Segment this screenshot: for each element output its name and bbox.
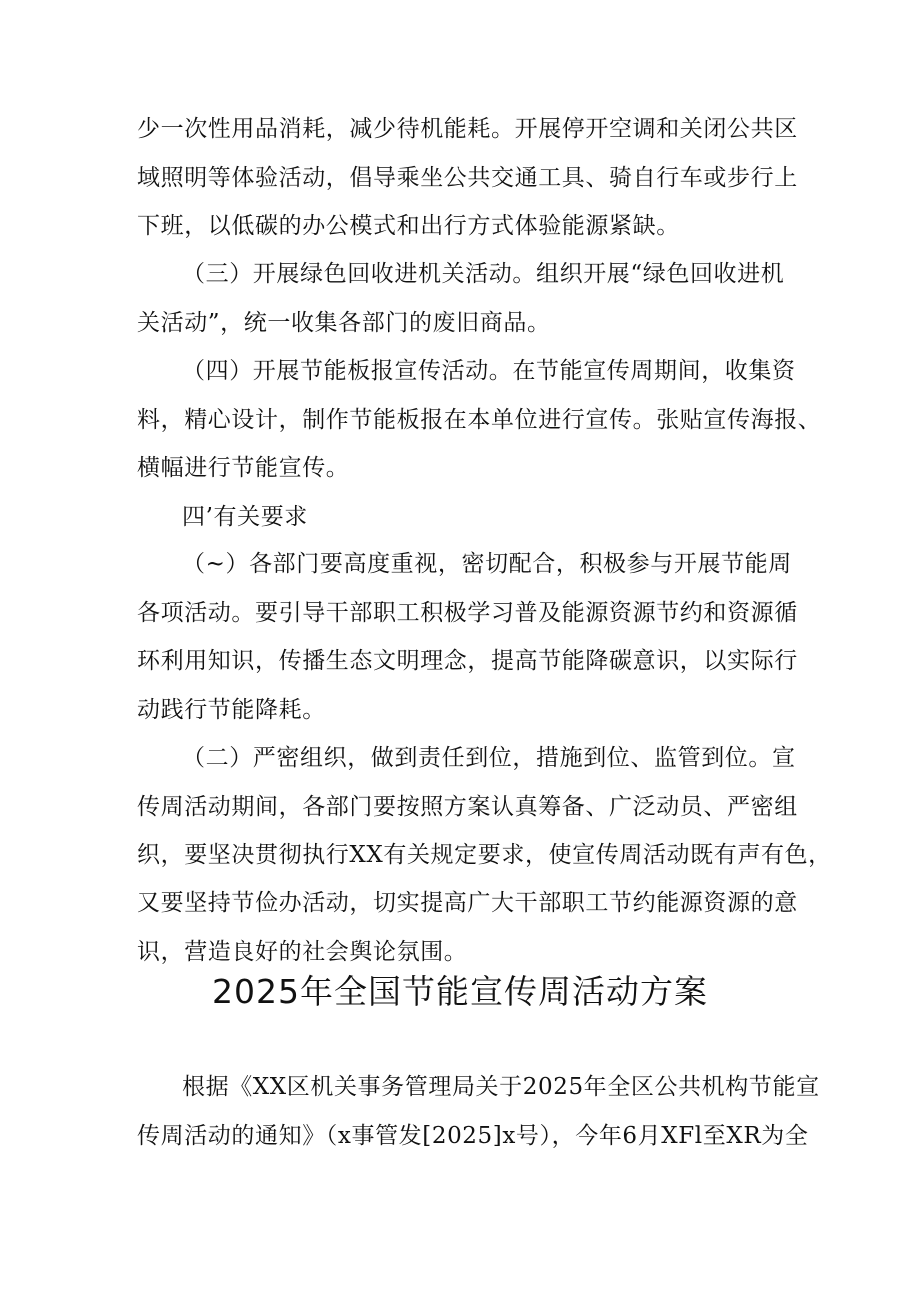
body-line: 关活动”，统一收集各部门的废旧商品。 xyxy=(137,310,551,336)
body-line: 料，精心设计，制作节能板报在本单位进行宣传。张贴宣传海报、 xyxy=(137,407,822,433)
body-line: 各项活动。要引导干部职工积极学习普及能源资源节约和资源循 xyxy=(137,600,798,626)
body-line: （三）开展绿色回收进机关活动。组织开展“绿色回收进机 xyxy=(182,261,785,287)
intro-line: 根据《XX区机关事务管理局关于2025年全区公共机构节能宣 xyxy=(182,1074,820,1100)
body-line: 环利用知识，传播生态文明理念，提高节能降碳意识，以实际行 xyxy=(137,648,798,674)
section-heading: 四’有关要求 xyxy=(182,504,308,530)
body-line: 下班，以低碳的办公模式和出行方式体验能源紧缺。 xyxy=(137,213,680,239)
body-line: （~）各部门要高度重视，密切配合，积极参与开展节能周 xyxy=(182,551,792,577)
body-line: （四）开展节能板报宣传活动。在节能宣传周期间，收集资 xyxy=(182,358,796,384)
intro-line: 传周活动的通知》（x事管发[2025]x号），今年6月XFl至XR为全 xyxy=(137,1123,809,1149)
body-line: 传周活动期间，各部门要按照方案认真筹备、广泛动员、严密组 xyxy=(137,794,798,820)
body-line: 横幅进行节能宣传。 xyxy=(137,455,350,481)
document-title: 2025年全国节能宣传周活动方案 xyxy=(212,972,708,1011)
body-line: 织，要坚决贯彻执行XX有关规定要求，使宣传周活动既有声有色， xyxy=(137,842,832,868)
body-line: 识，营造良好的社会舆论氛围。 xyxy=(137,939,468,965)
body-line: 少一次性用品消耗，减少待机能耗。开展停开空调和关闭公共区 xyxy=(137,116,798,142)
body-line: （二）严密组织，做到责任到位，措施到位、监管到位。宣 xyxy=(182,745,796,771)
body-line: 域照明等体验活动，倡导乘坐公共交通工具、骑自行车或步行上 xyxy=(137,165,798,191)
body-line: 又要坚持节俭办活动，切实提高广大干部职工节约能源资源的意 xyxy=(137,890,798,916)
body-line: 动践行节能降耗。 xyxy=(137,697,326,723)
